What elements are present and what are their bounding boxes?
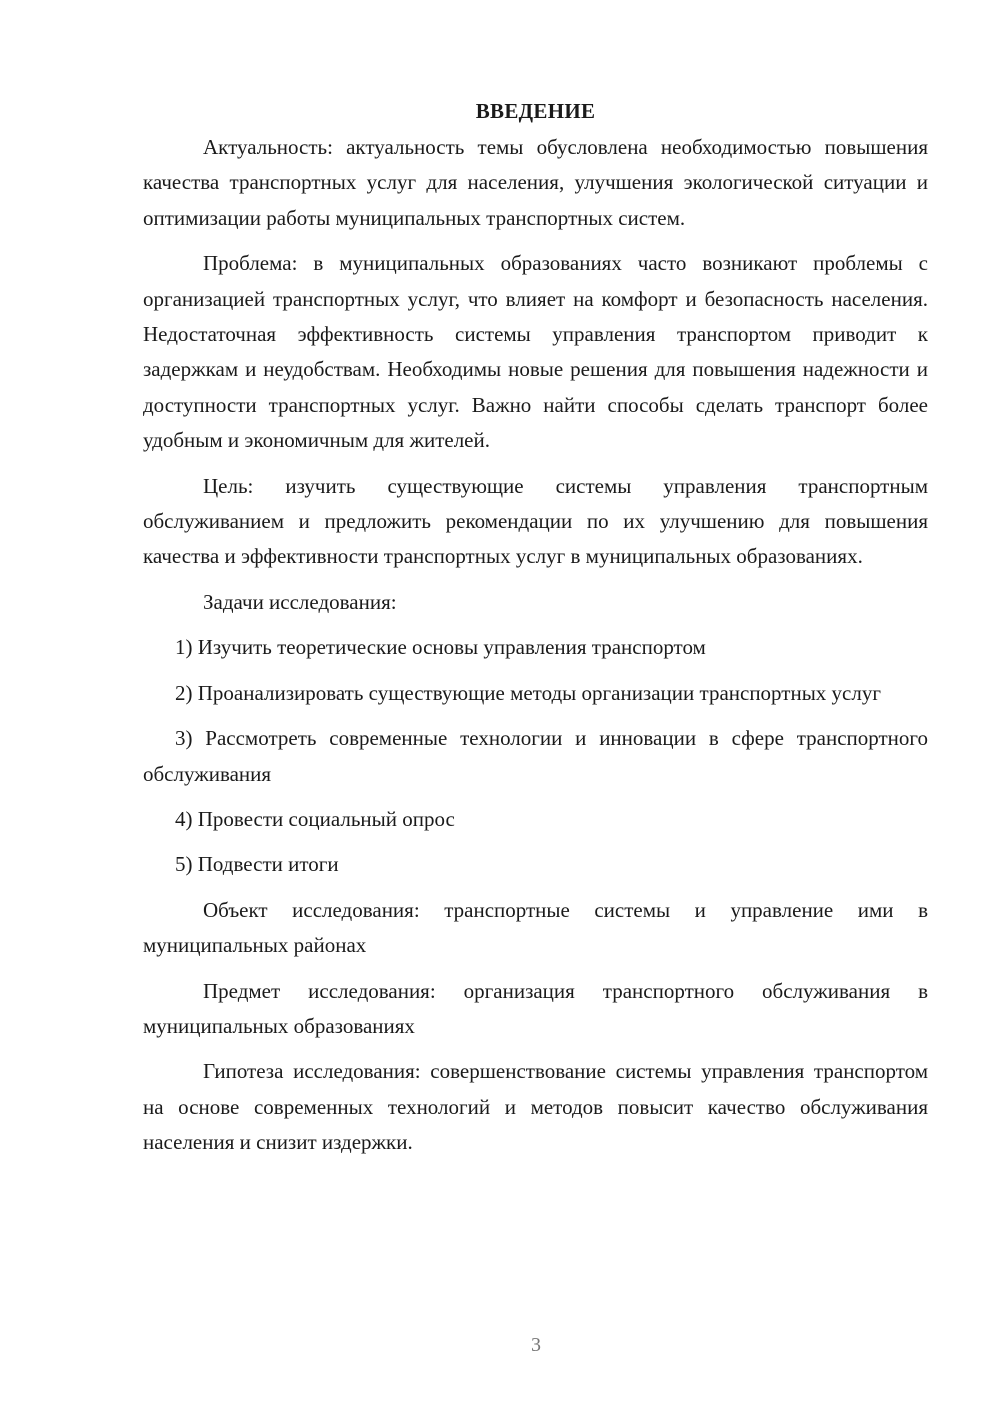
subject-paragraph: Предмет исследования: организация транспортного обслуживания в муниципальных образованиях [143,978,928,1038]
page-number: 3 [531,1334,541,1356]
task-item-2: 2) Проанализировать существующие методы организации транспортных услуг [175,680,881,705]
task-item-5: 5) Подвести итоги [175,852,339,877]
task-item-3: 3) Рассмотреть современные технологии и инновации в сфере транспортного обслуживания [143,726,928,786]
goal-paragraph: Цель: изучить существующие системы управления транспортным обслуживанием и предложить рекомендации по их улучшению для повышения качества и эффективности транспортных услуг в муниципальных образованиях. [143,473,928,569]
task-item-1: 1) Изучить теоретические основы управления транспортом [175,635,706,660]
document-page [143,96,928,1171]
page-title: ВВЕДЕНИЕ [475,99,596,123]
task-item-4: 4) Провести социальный опрос [175,806,455,831]
hypothesis-paragraph: Гипотеза исследования: совершенствование системы управления транспортом на основе современных технологий и методов повысит качество обслуживания населения и снизит издержки. [143,1059,928,1155]
object-paragraph: Объект исследования: транспортные системы и управление ими в муниципальных районах [143,897,928,958]
tasks-heading: Задачи исследования: [203,589,397,614]
problem-paragraph: Проблема: в муниципальных образованиях часто возникают проблемы с организацией транспортных услуг, что влияет на комфорт и безопасность населения. Недостаточная эффективность системы управления транспортом приводит к задержкам и неудобствам. Необходимы новые решения для повышения надежности и доступности транспортных услуг. Важно найти способы сделать транспорт более удобным и экономичным для жителей. [143,251,928,453]
relevance-paragraph: Актуальность: актуальность темы обусловлена необходимостью повышения качества транспортных услуг для населения, улучшения экологической ситуации и оптимизации работы муниципальных транспортных систем. [143,135,928,230]
